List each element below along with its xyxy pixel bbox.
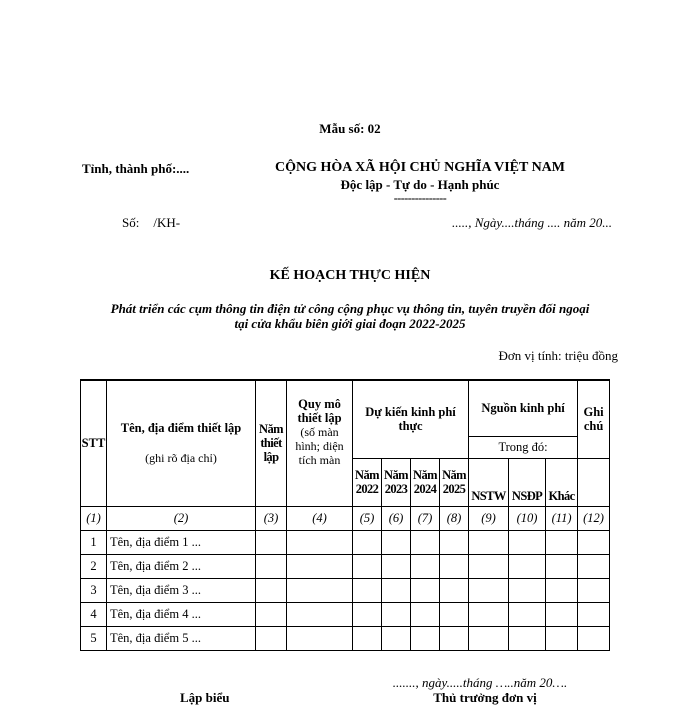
head-of-unit-label: Thủ trưởng đơn vị (433, 690, 537, 705)
header-scale-title: Quy mô (298, 397, 341, 411)
header-year-line: Năm (259, 422, 283, 437)
header-note-blank (578, 458, 610, 506)
header-budget (353, 380, 469, 458)
row-stt: 5 (81, 626, 107, 650)
header-stt: STT (81, 380, 107, 506)
column-number: (5) (353, 506, 382, 530)
plan-title: KẾ HOẠCH THỰC HIỆN (269, 268, 431, 283)
national-motto: Độc lập - Tự do - Hạnh phúc (340, 177, 500, 192)
table-row (81, 554, 610, 578)
year-value: 2024 (413, 482, 437, 496)
column-number: (6) (382, 506, 411, 530)
column-number: (3) (256, 506, 287, 530)
form-number: Mẫu số: 02 (319, 121, 381, 136)
header-budget-line: Dự kiến kinh phí (365, 405, 456, 420)
signature-date-line: ......., ngày.....tháng …..năm 20…. (392, 675, 568, 690)
header-year-2022 (353, 458, 382, 506)
currency-unit-note: Đơn vị tính: triệu đồng (498, 348, 618, 363)
preparer-label: Lập biểu (180, 690, 230, 705)
column-number: (9) (469, 506, 509, 530)
table-row (81, 602, 610, 626)
header-scale-title: thiết lập (297, 411, 342, 425)
header-year-2024 (411, 458, 440, 506)
year-value: 2023 (384, 482, 408, 496)
header-year-line: lập (263, 450, 279, 465)
year-label: Năm (413, 468, 437, 482)
doc-number-suffix: /KH- (153, 215, 181, 230)
row-name: Tên, địa điểm 1 ... (107, 530, 256, 554)
row-name: Tên, địa điểm 3 ... (107, 578, 256, 602)
province-field: Tỉnh, thành phố:.... (82, 161, 190, 176)
row-name: Tên, địa điểm 5 ... (107, 626, 256, 650)
row-stt: 1 (81, 530, 107, 554)
row-name: Tên, địa điểm 4 ... (107, 602, 256, 626)
issue-date-line: ....., Ngày....tháng .... năm 20... (452, 215, 612, 230)
column-number-row (81, 506, 610, 530)
header-scale-note: tích màn (298, 453, 341, 467)
header-year-line: thiết (260, 436, 282, 451)
document-number (122, 215, 180, 231)
year-label: Năm (442, 468, 466, 482)
table-row (81, 578, 610, 602)
year-value: 2022 (355, 482, 379, 496)
column-number: (2) (107, 506, 256, 530)
column-number: (11) (546, 506, 578, 530)
year-label: Năm (384, 468, 408, 482)
row-stt: 3 (81, 578, 107, 602)
row-name: Tên, địa điểm 2 ... (107, 554, 256, 578)
header-source-other: Khác (546, 458, 578, 506)
row-stt: 4 (81, 602, 107, 626)
row-stt: 2 (81, 554, 107, 578)
doc-number-label: Số: (122, 215, 140, 230)
header-source-nstw: NSTW (469, 458, 509, 506)
header-source-sub: Trong đó: (469, 436, 578, 458)
header-scale (287, 380, 353, 506)
header-separator: --------------- (393, 191, 447, 205)
header-name-note: (ghi rõ địa chỉ) (145, 451, 217, 466)
header-source: Nguồn kinh phí (469, 380, 578, 436)
column-number: (8) (440, 506, 469, 530)
header-year (256, 380, 287, 506)
header-scale-note: hình; diện (295, 439, 344, 453)
column-number: (10) (509, 506, 546, 530)
header-note-line: Ghi (583, 405, 604, 420)
header-source-nsdp: NSĐP (509, 458, 546, 506)
column-number: (4) (287, 506, 353, 530)
plan-table (80, 379, 610, 651)
header-note (578, 380, 610, 458)
year-value: 2025 (442, 482, 466, 496)
table-row (81, 530, 610, 554)
national-title: CỘNG HÒA XÃ HỘI CHỦ NGHĨA VIỆT NAM (274, 160, 565, 175)
plan-subtitle-line-2: tại cửa khẩu biên giới giai đoạn 2022-2025 (234, 316, 466, 331)
table-row (81, 626, 610, 650)
header-note-line: chú (583, 419, 604, 434)
header-name-title: Tên, địa điểm thiết lập (120, 421, 242, 436)
header-year-2023 (382, 458, 411, 506)
header-name (107, 380, 256, 506)
column-number: (7) (411, 506, 440, 530)
column-number: (1) (81, 506, 107, 530)
year-label: Năm (355, 468, 379, 482)
header-budget-line: thực (398, 419, 423, 434)
header-scale-note: (số màn (300, 425, 339, 439)
column-number: (12) (578, 506, 610, 530)
header-year-2025 (440, 458, 469, 506)
plan-subtitle-line-1: Phát triển các cụm thông tin điện tử công cộng phục vụ thông tin, tuyên truyền đối ngoại (110, 301, 590, 316)
